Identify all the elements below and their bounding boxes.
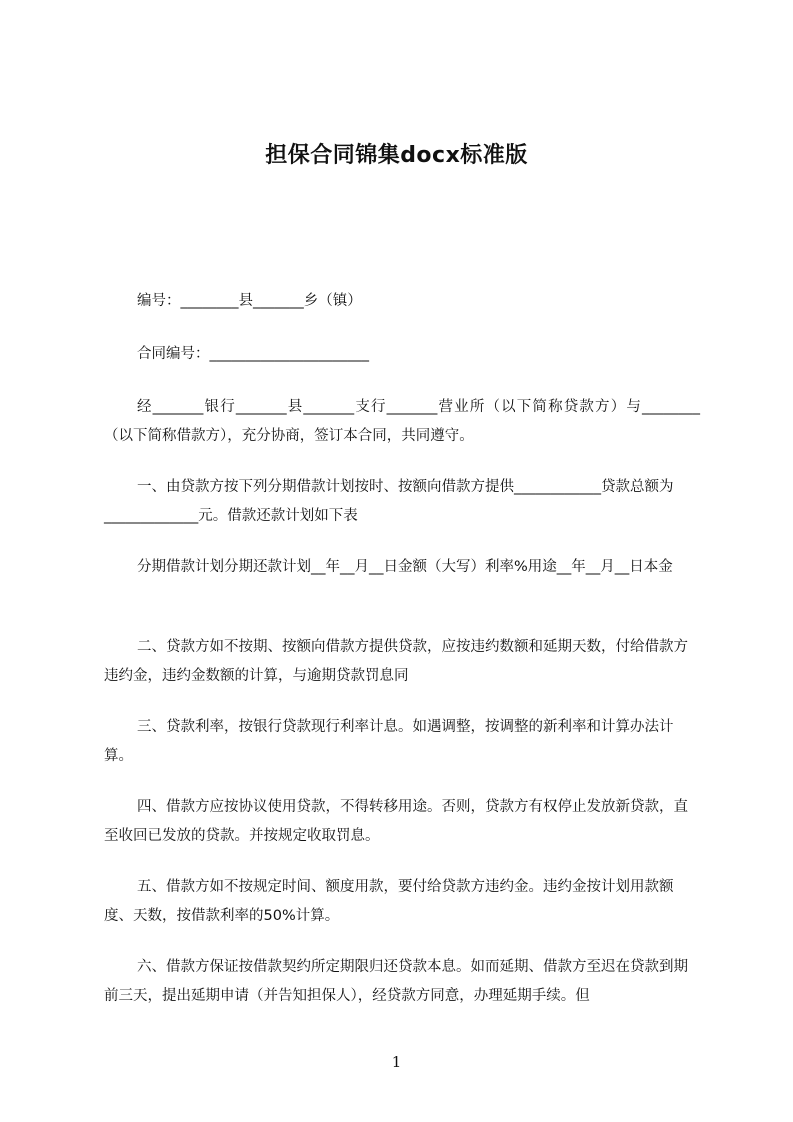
document-title: 担保合同锦集docx标准版 xyxy=(265,143,528,168)
paragraph-clause-2: 二、贷款方如不按期、按额向借款方提供贷款，应按违约数额和延期天数，付给借款方违约金，违约金数额的计算，与逾期贷款罚息同 xyxy=(104,639,688,684)
paragraph-serial-number: 编号：________县_______乡（镇） xyxy=(137,293,362,309)
paragraph-preamble: 经_______银行_______县_______支行_______营业所（以下简称贷款方）与________（以下简称借款方），充分协商，签订本合同，共同遵守。 xyxy=(104,399,700,444)
paragraph-clause-5: 五、借款方如不按规定时间、额度用款，要付给贷款方违约金。违约金按计划用款额度、天数，按借款利率的50%计算。 xyxy=(104,879,674,924)
paragraph-clause-3: 三、贷款利率，按银行贷款现行利率计息。如遇调整，按调整的新利率和计算办法计算。 xyxy=(104,719,674,764)
page-number: 1 xyxy=(391,1053,402,1071)
paragraph-repayment-plan: 分期借款计划分期还款计划__年__月__日金额（大写）利率%用途__年__月__日本金 xyxy=(137,559,673,575)
paragraph-clause-6: 六、借款方保证按借款契约所定期限归还贷款本息。如而延期、借款方至迟在贷款到期前三天，提出延期申请（并告知担保人），经贷款方同意，办理延期手续。但 xyxy=(104,959,688,1004)
paragraph-clause-1: 一、由贷款方按下列分期借款计划按时、按额向借款方提供____________贷款总额为_____________元。借款还款计划如下表 xyxy=(104,479,674,524)
paragraph-contract-number: 合同编号：______________________ xyxy=(137,346,369,362)
paragraph-clause-4: 四、借款方应按协议使用贷款，不得转移用途。否则，贷款方有权停止发放新贷款，直至收回已发放的贷款。并按规定收取罚息。 xyxy=(104,799,688,844)
